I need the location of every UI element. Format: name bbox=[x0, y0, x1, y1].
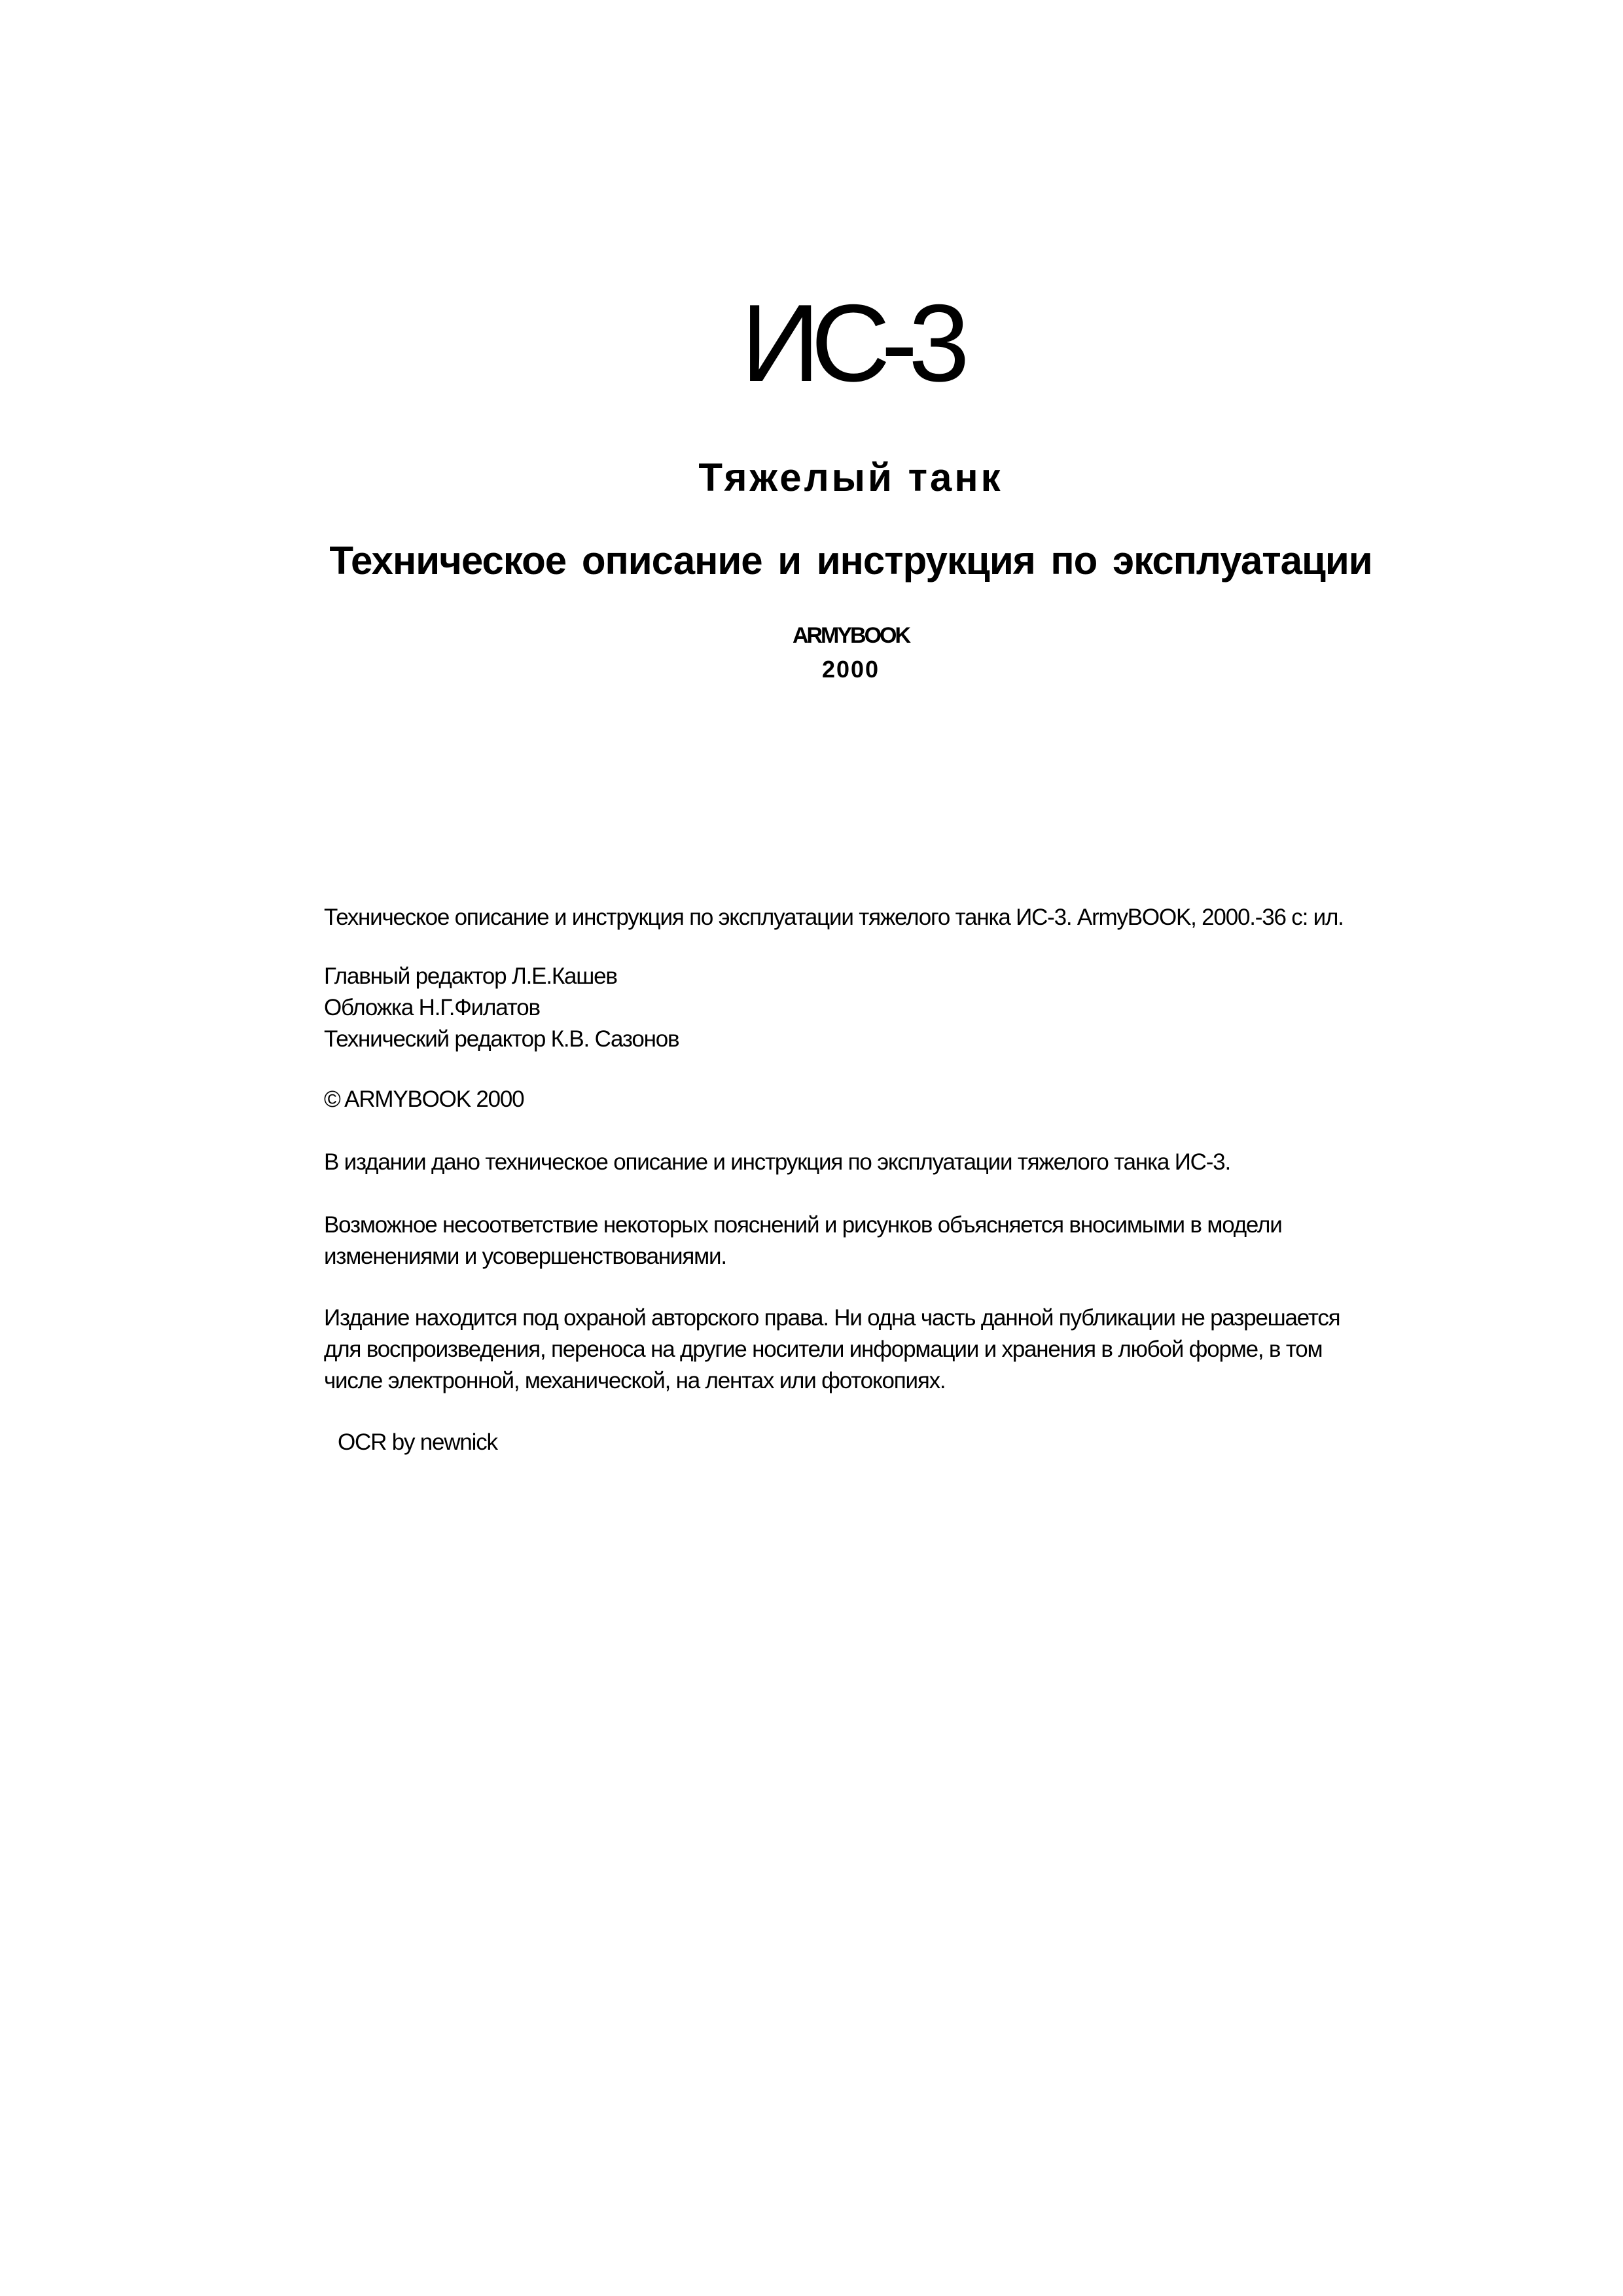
document-title: Техническое описание и инструкция по эксплуатации bbox=[329, 539, 1372, 583]
bibliographic-line: Техническое описание и инструкция по эксплуатации тяжелого танка ИС-3. ArmyBOOK, 2000.-36 с: ил. bbox=[324, 905, 1344, 930]
staff-technical-editor: Технический редактор К.В. Сазонов bbox=[324, 1026, 679, 1052]
rights-notice-line-3: числе электронной, механической, на лентах или фотокопиях. bbox=[324, 1368, 946, 1393]
copyright-line: © ARMYBOOK 2000 bbox=[324, 1086, 524, 1112]
description-line: В издании дано техническое описание и инструкция по эксплуатации тяжелого танка ИС-3. bbox=[324, 1149, 1230, 1175]
staff-cover: Обложка Н.Г.Филатов bbox=[324, 995, 540, 1020]
ocr-credit-block bbox=[338, 1427, 1450, 1458]
main-title: ИС-3 bbox=[741, 281, 961, 404]
discrepancy-note-line-1: Возможное несоответствие некоторых пояснений и рисунков объясняется вносимыми в модели bbox=[324, 1212, 1282, 1238]
discrepancy-note bbox=[324, 1210, 1436, 1272]
rights-notice-line-1: Издание находится под охраной авторского права. Ни одна часть данной публикации не разрешается bbox=[324, 1305, 1340, 1331]
discrepancy-note-line-2: изменениями и усовершенствованиями. bbox=[324, 1244, 726, 1269]
staff-chief-editor: Главный редактор Л.Е.Кашев bbox=[324, 963, 617, 989]
copyright-block bbox=[324, 1084, 1436, 1115]
rights-notice-line-2: для воспроизведения, переноса на другие носители информации и хранения в любой форме, в том bbox=[324, 1336, 1323, 1362]
editorial-staff bbox=[324, 961, 1436, 1055]
rights-notice bbox=[324, 1302, 1436, 1397]
publisher-name: ARMYBOOK bbox=[792, 623, 910, 648]
bibliographic-entry bbox=[324, 902, 1436, 933]
description-block bbox=[324, 1147, 1436, 1178]
subtitle: Тяжелый танк bbox=[698, 456, 1003, 499]
publication-year: 2000 bbox=[821, 656, 880, 683]
ocr-credit: OCR by newnick bbox=[338, 1429, 497, 1455]
